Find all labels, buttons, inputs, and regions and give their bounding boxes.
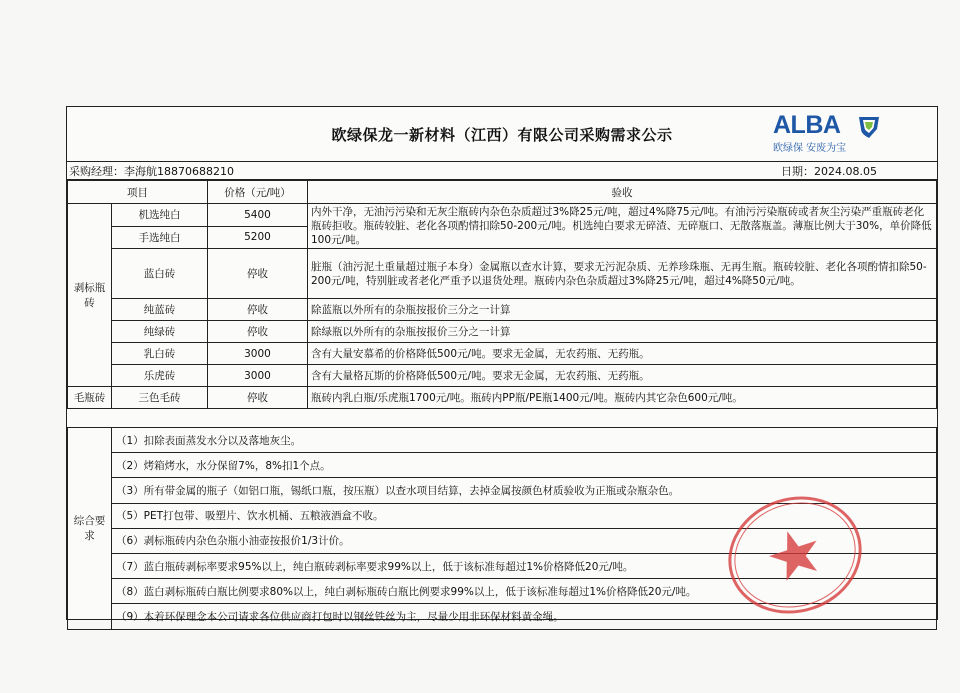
item-requirement: 脏瓶（油污泥土重量超过瓶子本身）金属瓶以查水计算，要求无污泥杂质、无养珍珠瓶、无再生瓶。瓶砖较脏、老化各项酌情扣除50-200元/吨，特别脏或者老化严重予以退货处理。瓶砖内杂色杂质超过3%降25元/吨，超过4%降50元/吨。 (308, 249, 937, 299)
list-item (68, 553, 937, 578)
requirement-text: （7）蓝白瓶砖剥标率要求95%以上，纯白瓶砖剥标率要求99%以上，低于该标准每超过1%价格降低20元/吨。 (112, 553, 937, 578)
item-name: 纯绿砖 (112, 321, 208, 343)
meta-row (67, 161, 937, 180)
logo-wordmark: ALBA (773, 111, 841, 139)
item-name: 机选纯白 (112, 204, 208, 227)
header-price: 价格（元/吨） (208, 181, 308, 204)
item-price: 停收 (208, 387, 308, 409)
list-item (68, 453, 937, 478)
list-item (68, 428, 937, 453)
item-name: 蓝白砖 (112, 249, 208, 299)
header-item: 项目 (68, 181, 208, 204)
requirement-text: （6）剥标瓶砖内杂色杂瓶小油壶按报价1/3计价。 (112, 528, 937, 553)
requirement-text: （2）烤箱烤水，水分保留7%，8%扣1个点。 (112, 453, 937, 478)
item-name: 乳白砖 (112, 343, 208, 365)
requirement-text: （9）本着环保理念本公司请求各位供应商打包时以钢丝铁丝为主，尽量少用非环保材料黄金绳。 (112, 604, 937, 629)
group-hair: 毛瓶砖 (68, 387, 112, 409)
procurement-notice (66, 106, 938, 623)
table-row (68, 387, 937, 409)
item-requirement: 除绿瓶以外所有的杂瓶按报价三分之一计算 (308, 321, 937, 343)
item-price: 停收 (208, 249, 308, 299)
list-item (68, 528, 937, 553)
item-requirement: 含有大量格瓦斯的价格降低500元/吨。要求无金属，无农药瓶、无药瓶。 (308, 365, 937, 387)
requirement-text: （8）蓝白剥标瓶砖白瓶比例要求80%以上，纯白剥标瓶砖白瓶比例要求99%以上，低于该标准每超过1%价格降低20元/吨。 (112, 579, 937, 604)
alba-logo (773, 111, 913, 157)
list-item (68, 604, 937, 629)
table-row (68, 321, 937, 343)
item-name: 乐虎砖 (112, 365, 208, 387)
requirement-text: （1）扣除表面蒸发水分以及落地灰尘。 (112, 428, 937, 453)
item-requirement: 瓶砖内乳白瓶/乐虎瓶1700元/吨。瓶砖内PP瓶/PE瓶1400元/吨。瓶砖内其它杂色600元/吨。 (308, 387, 937, 409)
purchase-manager: 采购经理：李海航18870688210 (69, 165, 234, 178)
page-title: 欧绿保龙一新材料（江西）有限公司采购需求公示 (331, 126, 673, 144)
item-name: 手选纯白 (112, 226, 208, 249)
item-requirement: 除蓝瓶以外所有的杂瓶按报价三分之一计算 (308, 299, 937, 321)
item-price: 5200 (208, 226, 308, 249)
item-name: 纯蓝砖 (112, 299, 208, 321)
item-price: 5400 (208, 204, 308, 227)
notice-date: 日期：2024.08.05 (781, 165, 877, 178)
list-item (68, 478, 937, 503)
general-requirements (67, 427, 937, 630)
white-requirement: 内外干净，无油污污染和无灰尘瓶砖内杂色杂质超过3%降25元/吨，超过4%降75元/吨。有油污污染瓶砖或者灰尘污染严重瓶砖老化瓶砖拒收。瓶砖较脏、老化各项酌情扣除50-200元/吨。机选纯白要求无碎渣、无碎瓶口、无散落瓶盖。薄瓶比例大于30%，单价降低100元/吨。 (308, 204, 937, 249)
item-price: 3000 (208, 343, 308, 365)
requirement-text: （5）PET打包带、吸塑片、饮水机桶、五粮液酒盒不收。 (112, 503, 937, 528)
group-stripped: 剥标瓶砖 (68, 204, 112, 387)
item-name: 三色毛砖 (112, 387, 208, 409)
list-item (68, 503, 937, 528)
list-item (68, 579, 937, 604)
table-row (68, 249, 937, 299)
item-price: 停收 (208, 299, 308, 321)
title-row (67, 107, 937, 162)
item-requirement: 含有大量安慕希的价格降低500元/吨。要求无金属，无农药瓶、无药瓶。 (308, 343, 937, 365)
item-price: 3000 (208, 365, 308, 387)
header-acceptance: 验收 (308, 181, 937, 204)
requirement-text: （3）所有带金属的瓶子（如铝口瓶，锡纸口瓶，按压瓶）以查水项目结算，去掉金属按颜色材质验收为正瓶或杂瓶杂色。 (112, 478, 937, 503)
table-row (68, 365, 937, 387)
group-general: 综合要求 (68, 428, 112, 630)
table-row (68, 299, 937, 321)
table-row (68, 343, 937, 365)
logo-tagline: 欧绿保 安废为宝 (773, 143, 847, 154)
item-price: 停收 (208, 321, 308, 343)
table-row (68, 204, 937, 227)
table-header-row (68, 181, 937, 204)
shield-icon (857, 114, 881, 138)
price-table (67, 180, 937, 409)
